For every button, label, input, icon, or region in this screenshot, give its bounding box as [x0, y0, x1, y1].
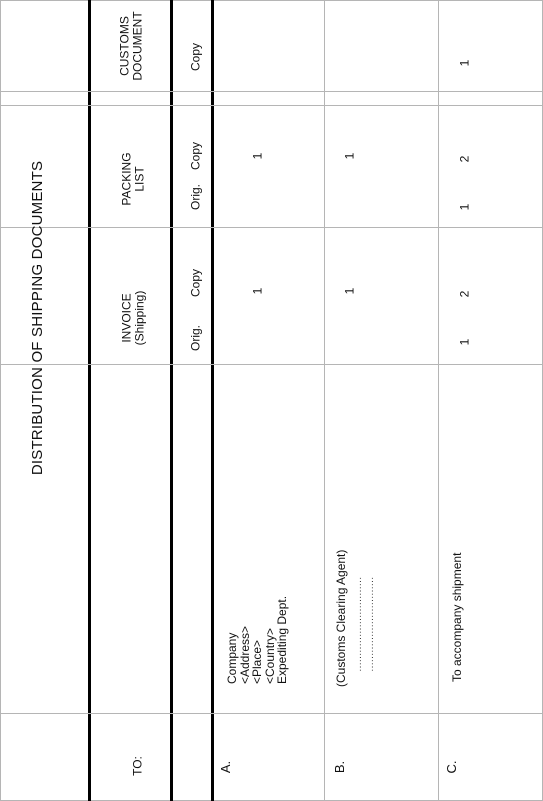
- row-a-packing-copy: 1: [250, 152, 265, 160]
- invoice-copy-label: Copy: [188, 268, 203, 298]
- invoice-header: [120, 291, 145, 346]
- row-c-recipient: To accompany shipment: [450, 552, 464, 682]
- divider-row-b-c: [438, 0, 439, 801]
- rule-packing-invoice: [0, 227, 543, 228]
- packing-list-header: [120, 152, 145, 205]
- row-a-line-company: Company: [225, 632, 239, 684]
- row-b-recipient: (Customs Clearing Agent): [334, 549, 348, 687]
- row-a-line-country: <Country>: [262, 627, 277, 684]
- row-c-packing-orig: 1: [457, 203, 472, 211]
- row-a-letter: A.: [218, 760, 234, 774]
- rule-invoice-recipient: [0, 364, 543, 365]
- divider-subheader-rows: [211, 0, 214, 801]
- row-b-packing-copy: 1: [342, 152, 357, 160]
- row-b-dotted-line-2: …………………………: [365, 577, 376, 672]
- row-b-letter: B.: [332, 760, 348, 774]
- packing-header-name: PACKING: [119, 152, 134, 206]
- divider-header-subheader: [170, 0, 173, 801]
- rule-customs-top-2: [0, 105, 543, 106]
- row-b-dotted-line-1: …………………………: [353, 577, 364, 672]
- row-c-invoice-orig: 1: [457, 338, 472, 346]
- row-a-invoice-copy: 1: [250, 287, 265, 295]
- packing-orig-label: Orig.: [188, 183, 203, 211]
- customs-copy-label: Copy: [188, 42, 203, 72]
- row-a-line-address: <Address>: [237, 625, 252, 684]
- page-title: DISTRIBUTION OF SHIPPING DOCUMENTS: [29, 160, 47, 476]
- rule-customs-top-1: [0, 91, 543, 92]
- row-a-line-place: <Place>: [250, 639, 264, 684]
- to-label: TO:: [130, 756, 145, 776]
- invoice-header-sub: (Shipping): [132, 290, 146, 346]
- row-a-line-dept: Expediting Dept.: [275, 595, 289, 684]
- invoice-header-name: INVOICE: [119, 293, 134, 343]
- customs-header-sub: DOCUMENT: [130, 11, 144, 81]
- row-a-recipient: [226, 596, 289, 684]
- row-b-invoice-copy: 1: [342, 287, 357, 295]
- rule-recipient-to: [0, 713, 543, 714]
- row-c-packing-copy: 2: [457, 155, 472, 163]
- row-c-invoice-copy: 2: [457, 290, 472, 298]
- row-c-letter: C.: [444, 760, 460, 774]
- divider-title-header: [88, 0, 91, 801]
- divider-row-a-b: [324, 0, 325, 801]
- packing-copy-label: Copy: [188, 141, 203, 171]
- row-c-customs-copy: 1: [457, 59, 472, 67]
- customs-header-name: CUSTOMS: [117, 16, 132, 76]
- customs-document-header: [118, 11, 143, 80]
- packing-header-sub: LIST: [132, 166, 146, 192]
- invoice-orig-label: Orig.: [188, 324, 203, 352]
